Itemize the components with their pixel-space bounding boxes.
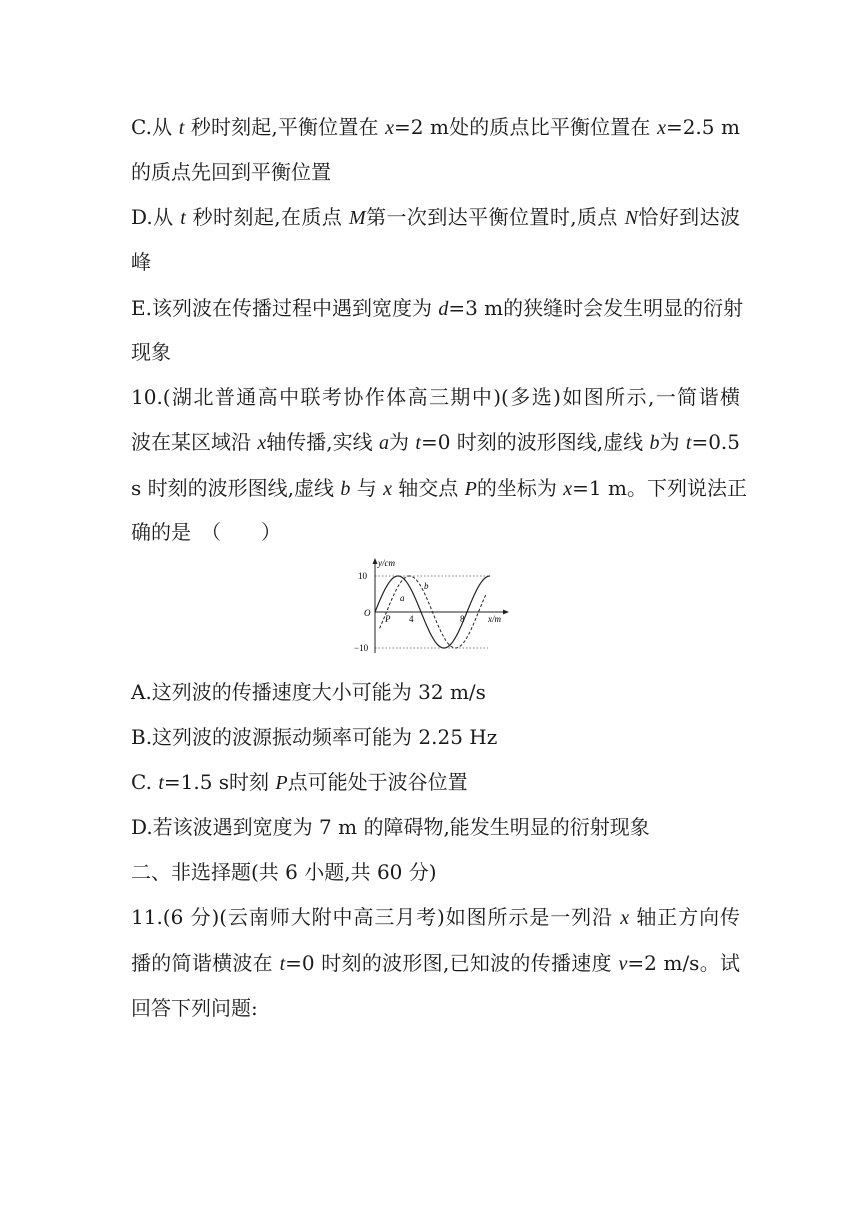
curve-a-label: a bbox=[400, 593, 405, 603]
question-11-line-1: 11.(6 分)(云南师大附中高三月考)如图所示是一列沿 x 轴正方向传 bbox=[131, 905, 740, 929]
question-10-line-4: 确的是 （ ） bbox=[131, 520, 281, 544]
section-heading-2: 二、非选择题(共 6 小题,共 60 分) bbox=[131, 860, 437, 884]
option-d-line-1: D.从 t 秒时刻起,在质点 M第一次到达平衡位置时,质点 N恰好到达波 bbox=[131, 205, 740, 229]
y-axis-arrow bbox=[373, 558, 378, 564]
option-d-line-2: 峰 bbox=[131, 250, 151, 274]
q10-option-d: D.若该波遇到宽度为 7 m 的障碍物,能发生明显的衍射现象 bbox=[131, 815, 650, 839]
option-c-line-1: C.从 t 秒时刻起,平衡位置在 x=2 m处的质点比平衡位置在 x=2.5 m bbox=[131, 115, 740, 139]
y-axis-label: y/cm bbox=[378, 558, 395, 568]
origin-label: O bbox=[364, 608, 371, 618]
q10-option-c: C. t=1.5 s时刻 P点可能处于波谷位置 bbox=[131, 770, 468, 794]
option-c-line-2: 的质点先回到平衡位置 bbox=[131, 160, 331, 184]
question-11-line-3: 回答下列问题: bbox=[131, 996, 258, 1020]
question-10-line-2: 波在某区域沿 x轴传播,实线 a为 t=0 时刻的波形图线,虚线 b为 t=0.5 bbox=[131, 430, 741, 454]
option-e-line-2: 现象 bbox=[131, 340, 171, 364]
wave-figure bbox=[350, 556, 510, 656]
q10-option-a: A.这列波的传播速度大小可能为 32 m/s bbox=[131, 680, 486, 704]
question-10-line-3: s 时刻的波形图线,虚线 b 与 x 轴交点 P的坐标为 x=1 m。下列说法正 bbox=[131, 476, 747, 500]
q10-option-b: B.这列波的波源振动频率可能为 2.25 Hz bbox=[131, 725, 498, 749]
x-axis-label: x/m bbox=[488, 614, 501, 624]
question-10-line-1: 10.(湖北普通高中联考协作体高三期中)(多选)如图所示,一简谐横 bbox=[131, 385, 740, 409]
point-p-label: P bbox=[385, 614, 391, 624]
y-tick-top: 10 bbox=[358, 571, 367, 581]
x-tick-8: 8 bbox=[460, 614, 465, 624]
x-tick-4: 4 bbox=[409, 614, 414, 624]
option-e-line-1: E.该列波在传播过程中遇到宽度为 d=3 m的狭缝时会发生明显的衍射 bbox=[131, 296, 744, 320]
y-tick-bottom: −10 bbox=[354, 643, 369, 653]
x-axis-arrow bbox=[503, 610, 509, 615]
question-11-line-2: 播的简谐横波在 t=0 时刻的波形图,已知波的传播速度 v=2 m/s。试 bbox=[131, 951, 741, 975]
curve-b-label: b bbox=[424, 581, 429, 591]
